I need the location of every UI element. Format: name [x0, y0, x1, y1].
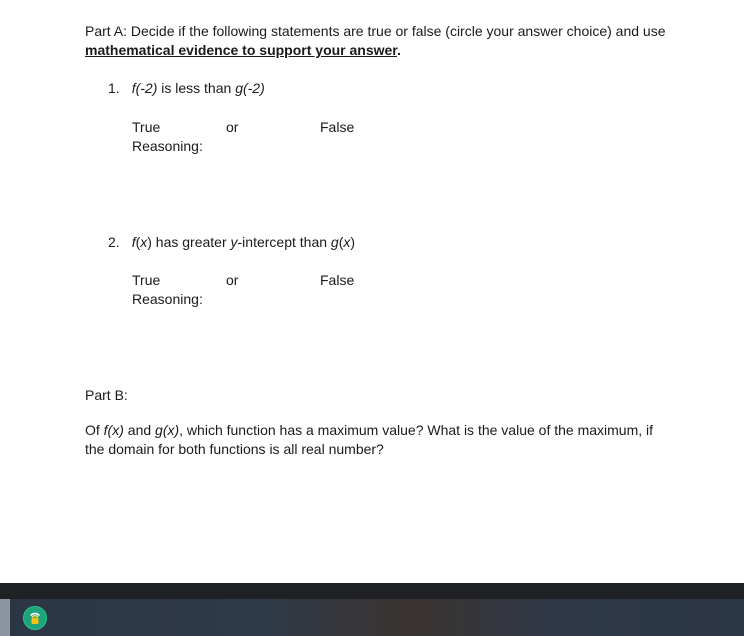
reasoning-label: Reasoning:	[132, 138, 203, 154]
choice-false: False	[320, 119, 355, 135]
evidence-emphasis: mathematical evidence to support your answer	[85, 42, 397, 58]
lock-shield-icon[interactable]	[23, 606, 47, 630]
part-b-question-line-1: Of f(x) and g(x), which function has a maximum value? What is the value of the maximum, if	[85, 422, 654, 438]
part-a-evidence-line: mathematical evidence to support your answer.	[85, 42, 401, 58]
question-2: 2. f(x) has greater y-intercept than g(x)	[108, 234, 356, 250]
part-b-question-line-2: the domain for both functions is all real number?	[85, 441, 384, 457]
reasoning-label: Reasoning:	[132, 291, 203, 307]
part-a-instructions: Part A: Decide if the following statements are true or false (circle your answer choice) and use	[85, 23, 666, 39]
choice-or: or	[226, 272, 239, 288]
part-b-title: Part B:	[85, 387, 128, 403]
choice-false: False	[320, 272, 355, 288]
question-number: 1.	[108, 80, 120, 96]
choice-or: or	[226, 119, 239, 135]
lock-icon	[23, 606, 47, 630]
question-1: 1. f(-2) is less than g(-2)	[108, 80, 265, 96]
question-number: 2.	[108, 234, 120, 250]
choice-true: True	[132, 272, 161, 288]
taskbar-left-edge	[0, 599, 10, 636]
window-bottom-bar	[0, 583, 744, 599]
choice-true: True	[132, 119, 161, 135]
taskbar	[0, 599, 744, 636]
